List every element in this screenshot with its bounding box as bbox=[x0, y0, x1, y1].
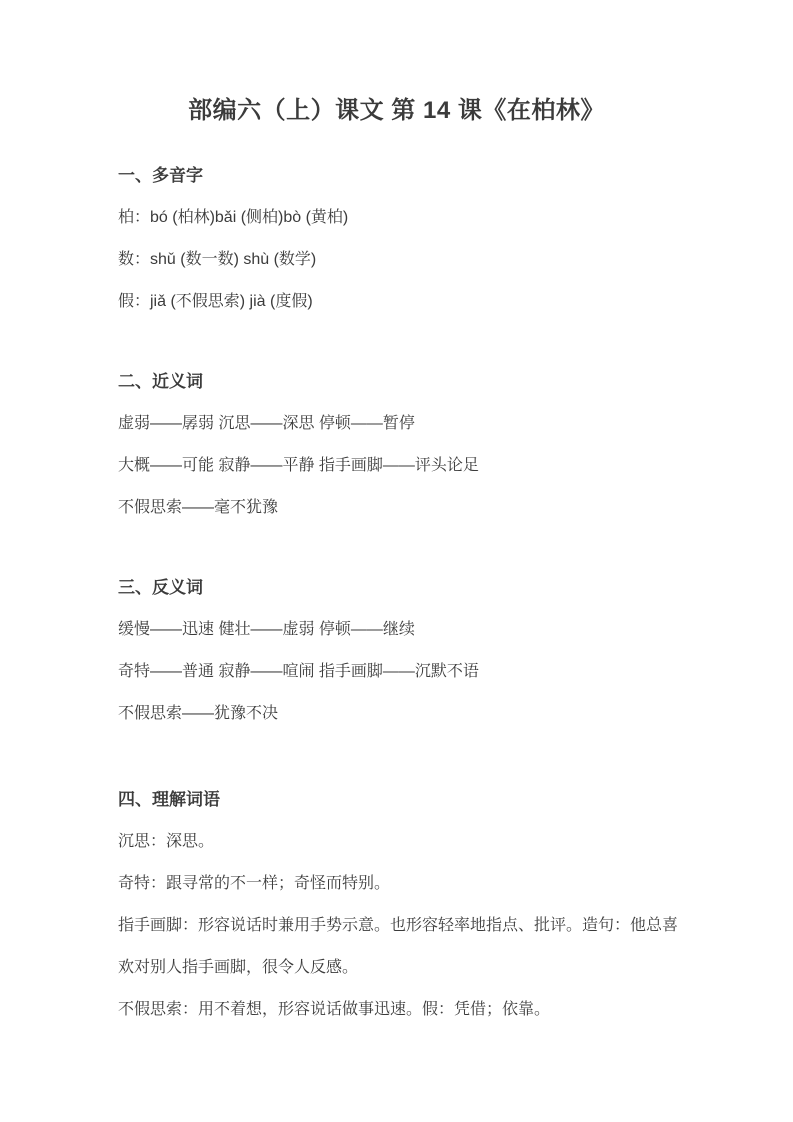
section-heading-fanyici: 三、反义词 bbox=[118, 578, 203, 597]
section-heading-duoyinzi: 一、多音字 bbox=[118, 166, 203, 185]
text-line-synonyms-1: 虚弱——孱弱 沉思——深思 停顿——暂停 bbox=[118, 415, 415, 432]
text-line-def-zhishouhuajiao: 指手画脚：形容说话时兼用手势示意。也形容轻率地指点、批评。造句：他总喜欢对别人指手画脚，很令人反感。 bbox=[118, 917, 679, 976]
text-line-shu: 数：shǔ (数一数) shù (数学) bbox=[118, 251, 317, 268]
text-line-synonyms-2: 大概——可能 寂静——平静 指手画脚——评头论足 bbox=[118, 457, 479, 474]
page-title: 部编六（上）课文 第 14 课《在柏林》 bbox=[188, 97, 605, 124]
text-line-jia: 假：jiǎ (不假思索) jià (度假) bbox=[118, 293, 313, 310]
text-line-synonyms-3: 不假思索——毫不犹豫 bbox=[118, 499, 279, 516]
text-line-def-chensi: 沉思：深思。 bbox=[118, 833, 215, 850]
text-line-def-bujiasisuo: 不假思索：用不着想，形容说话做事迅速。假：凭借；依靠。 bbox=[118, 1001, 551, 1018]
section-lijieciyu bbox=[118, 779, 684, 1031]
text-line-antonyms-3: 不假思索——犹豫不决 bbox=[118, 705, 279, 722]
section-jinyici bbox=[118, 361, 684, 529]
text-line-bai: 柏：bó (柏林)bǎi (侧柏)bò (黄柏) bbox=[118, 209, 349, 226]
section-duoyinzi bbox=[118, 155, 684, 323]
text-line-antonyms-1: 缓慢——迅速 健壮——虚弱 停顿——继续 bbox=[118, 621, 415, 638]
section-heading-lijieciyu: 四、理解词语 bbox=[118, 790, 220, 809]
text-line-antonyms-2: 奇特——普通 寂静——喧闹 指手画脚——沉默不语 bbox=[118, 663, 479, 680]
section-heading-jinyici: 二、近义词 bbox=[118, 372, 203, 391]
section-fanyici bbox=[118, 567, 684, 735]
text-line-def-qite: 奇特：跟寻常的不一样；奇怪而特别。 bbox=[118, 875, 391, 892]
